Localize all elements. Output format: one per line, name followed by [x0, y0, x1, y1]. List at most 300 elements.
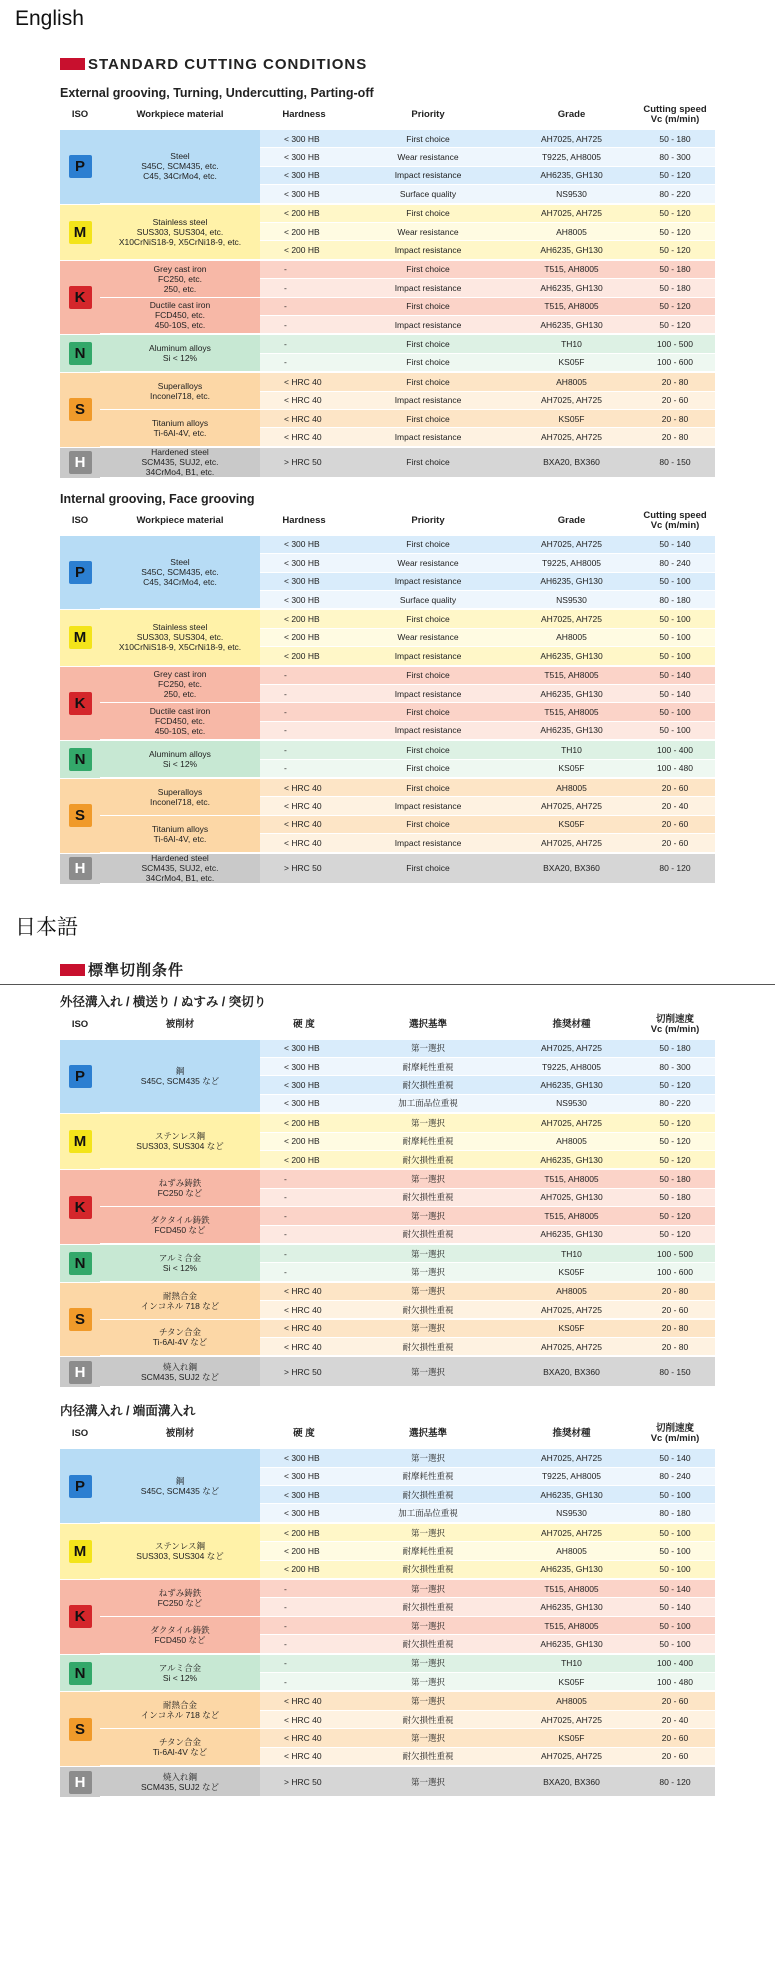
condition-rows: [260, 1617, 715, 1654]
speed-cell: 50 - 120: [659, 301, 691, 312]
condition-row: [260, 1504, 715, 1522]
material-cell: [100, 1692, 260, 1729]
priority-cell: First choice: [406, 133, 450, 144]
material-block: [100, 1114, 715, 1169]
condition-rows: [260, 779, 715, 816]
iso-badge-n: N: [69, 1662, 92, 1685]
condition-row: [260, 185, 715, 203]
condition-row: [260, 261, 715, 279]
priority-cell: First choice: [406, 819, 450, 830]
priority-cell: Surface quality: [399, 188, 457, 199]
material-text: Grey cast iron FC250, etc. 250, etc.: [153, 263, 207, 294]
condition-row: [260, 1449, 715, 1467]
priority-cell: Impact resistance: [394, 688, 462, 699]
priority-cell: First choice: [406, 782, 450, 793]
speed-cell: 50 - 180: [659, 282, 691, 293]
speed-cell: 100 - 600: [657, 1266, 693, 1277]
group-body: [100, 1449, 715, 1523]
hardness-cell: < 200 HB: [284, 245, 320, 256]
priority-cell: First choice: [406, 614, 450, 625]
iso-group-m: [60, 610, 715, 665]
material-cell: [100, 741, 260, 778]
conditions-table: [60, 1010, 715, 1388]
grade-cell: TH10: [561, 1658, 582, 1669]
group-body: [100, 1655, 715, 1692]
priority-cell: Impact resistance: [394, 576, 462, 587]
condition-row: [260, 373, 715, 391]
group-body: [100, 1580, 715, 1654]
conditions-table: [60, 1419, 715, 1797]
iso-badge-s: S: [69, 804, 92, 827]
iso-badge-s: S: [69, 398, 92, 421]
iso-badge-n: N: [69, 748, 92, 771]
condition-rows: [260, 1357, 715, 1387]
speed-cell: 50 - 120: [659, 1154, 691, 1165]
material-text: Ductile cast iron FCD450, etc. 450-10S, etc.: [149, 300, 211, 331]
iso-badge-k: K: [69, 692, 92, 715]
condition-rows: [260, 1655, 715, 1692]
hardness-cell: < 200 HB: [284, 1545, 320, 1556]
table-header: [60, 506, 715, 536]
hardness-cell: -: [284, 707, 287, 718]
condition-row: [260, 1711, 715, 1729]
priority-cell: Wear resistance: [397, 557, 459, 568]
speed-cell: 20 - 80: [661, 1323, 689, 1334]
iso-group-n: [60, 335, 715, 372]
material-cell: [100, 1114, 260, 1169]
material-block: [100, 1617, 715, 1654]
material-cell: [100, 410, 260, 447]
hardness-cell: -: [284, 357, 287, 368]
condition-row: [260, 685, 715, 703]
hardness-cell: -: [284, 319, 287, 330]
speed-cell: 50 - 100: [659, 1527, 691, 1538]
condition-rows: [260, 1767, 715, 1797]
speed-cell: 100 - 500: [657, 339, 693, 350]
material-text: 鋼 S45C, SCM435 など: [140, 1475, 220, 1496]
iso-badge-m: M: [69, 1540, 92, 1563]
condition-row: [260, 1692, 715, 1710]
condition-row: [260, 741, 715, 759]
priority-cell: 第一選択: [410, 1286, 445, 1297]
iso-group-h: [60, 1767, 715, 1797]
condition-rows: [260, 1283, 715, 1320]
condition-row: [260, 1189, 715, 1207]
grade-cell: T515, AH8005: [544, 301, 599, 312]
hardness-cell: < 200 HB: [284, 632, 320, 643]
hardness-cell: > HRC 50: [284, 457, 322, 468]
speed-cell: 20 - 80: [661, 1286, 689, 1297]
iso-cell: [60, 779, 100, 853]
header-iso: ISO: [71, 1428, 89, 1440]
condition-row: [260, 316, 715, 334]
priority-cell: Impact resistance: [394, 282, 462, 293]
condition-row: [260, 1151, 715, 1169]
grade-cell: KS05F: [558, 413, 585, 424]
title-accent-bar: [60, 964, 85, 976]
speed-cell: 20 - 80: [661, 432, 689, 443]
hardness-cell: < 300 HB: [284, 539, 320, 550]
condition-row: [260, 1617, 715, 1635]
grade-cell: AH7025, AH725: [541, 1714, 602, 1725]
condition-rows: [260, 1040, 715, 1114]
condition-row: [260, 647, 715, 665]
iso-group-m: [60, 1524, 715, 1579]
iso-group-m: [60, 205, 715, 260]
group-body: [100, 1170, 715, 1244]
priority-cell: 第一選択: [410, 1583, 445, 1594]
priority-cell: 耐欠損性重視: [402, 1751, 454, 1762]
grade-cell: KS05F: [558, 357, 585, 368]
material-block: [100, 1767, 715, 1797]
group-body: [100, 667, 715, 741]
material-block: [100, 298, 715, 335]
group-body: [100, 373, 715, 447]
priority-cell: First choice: [406, 301, 450, 312]
condition-row: [260, 1301, 715, 1319]
grade-cell: AH6235, GH130: [540, 650, 603, 661]
group-body: [100, 130, 715, 204]
iso-badge-n: N: [69, 1252, 92, 1275]
header-speed: [635, 105, 715, 125]
speed-cell: 50 - 100: [659, 1564, 691, 1575]
material-text: Steel S45C, SCM435, etc. C45, 34CrMo4, etc.: [141, 151, 219, 182]
grade-cell: AH8005: [556, 632, 587, 643]
iso-cell: [60, 1655, 100, 1692]
grade-cell: KS05F: [558, 1266, 585, 1277]
grade-cell: T9225, AH8005: [541, 1061, 602, 1072]
grade-cell: AH8005: [556, 376, 587, 387]
hardness-cell: < 200 HB: [284, 1527, 320, 1538]
condition-row: [260, 1748, 715, 1766]
material-cell: [100, 1617, 260, 1654]
speed-cell: 100 - 500: [657, 1248, 693, 1259]
material-cell: [100, 205, 260, 260]
material-text: Stainless steel SUS303, SUS304, etc. X10CrNiS18-9, X5CrNi18-9, etc.: [118, 622, 242, 653]
condition-row: [260, 148, 715, 166]
condition-row: [260, 167, 715, 185]
material-cell: [100, 448, 260, 478]
iso-group-p: [60, 130, 715, 204]
group-body: [100, 1524, 715, 1579]
iso-group-k: [60, 1170, 715, 1244]
material-text: ダクタイル鋳鉄 FCD450 など: [150, 1215, 210, 1235]
grade-cell: BXA20, BX360: [543, 1366, 600, 1377]
iso-badge-k: K: [69, 1196, 92, 1219]
condition-row: [260, 1245, 715, 1263]
speed-cell: 20 - 60: [661, 1751, 689, 1762]
grade-cell: AH6235, GH130: [540, 1154, 603, 1165]
priority-cell: First choice: [406, 413, 450, 424]
header-hardness: Hardness: [282, 514, 326, 526]
priority-cell: 耐欠損性重視: [402, 1489, 454, 1500]
priority-cell: 第一選択: [410, 1527, 445, 1538]
condition-row: [260, 854, 715, 884]
condition-rows: [260, 610, 715, 665]
hardness-cell: < 200 HB: [284, 1564, 320, 1575]
speed-cell: 50 - 120: [659, 1229, 691, 1240]
header-hardness: 硬 度: [293, 1018, 315, 1030]
grade-cell: AH7025, AH725: [541, 432, 602, 443]
hardness-cell: -: [284, 1210, 287, 1221]
priority-cell: Wear resistance: [397, 152, 459, 163]
condition-row: [260, 797, 715, 815]
condition-rows: [260, 667, 715, 704]
material-block: [100, 667, 715, 704]
priority-cell: 第一選択: [410, 1658, 445, 1669]
table-header: [60, 1419, 715, 1449]
material-cell: [100, 130, 260, 204]
hardness-cell: < 300 HB: [284, 152, 320, 163]
section-title-text: 標準切削条件: [88, 962, 185, 980]
hardness-cell: < 200 HB: [284, 1136, 320, 1147]
material-text: Ductile cast iron FCD450, etc. 450-10S, etc.: [149, 706, 211, 737]
hardness-cell: < 300 HB: [284, 133, 320, 144]
material-cell: [100, 610, 260, 665]
conditions-table: [60, 506, 715, 884]
condition-row: [260, 1263, 715, 1281]
hardness-cell: -: [284, 1602, 287, 1613]
grade-cell: BXA20, BX360: [543, 863, 600, 874]
table-subtitle: Internal grooving, Face grooving: [60, 491, 255, 506]
header-material: 被削材: [165, 1428, 195, 1440]
iso-group-k: [60, 1580, 715, 1654]
grade-cell: T9225, AH8005: [541, 152, 602, 163]
speed-cell: 50 - 100: [659, 614, 691, 625]
material-text: ステンレス鋼 SUS303, SUS304 など: [136, 1131, 224, 1152]
language-label: 日本語: [15, 915, 78, 939]
iso-badge-s: S: [69, 1718, 92, 1741]
condition-row: [260, 1655, 715, 1673]
grade-cell: AH7025, AH725: [541, 1527, 602, 1538]
condition-row: [260, 279, 715, 297]
header-speed-unit: Vc (m/min): [650, 114, 700, 125]
grade-cell: AH8005: [556, 782, 587, 793]
condition-row: [260, 591, 715, 609]
header-material: 被削材: [165, 1018, 195, 1030]
hardness-cell: < HRC 40: [284, 782, 322, 793]
header-iso: ISO: [71, 514, 89, 526]
grade-cell: BXA20, BX360: [543, 1776, 600, 1787]
priority-cell: Wear resistance: [397, 632, 459, 643]
condition-row: [260, 392, 715, 410]
priority-cell: First choice: [406, 376, 450, 387]
priority-cell: 耐欠損性重視: [402, 1341, 454, 1352]
header-speed: [635, 1015, 715, 1035]
material-cell: [100, 1170, 260, 1207]
condition-rows: [260, 1207, 715, 1244]
hardness-cell: -: [284, 725, 287, 736]
condition-row: [260, 1673, 715, 1691]
material-text: ダクタイル鋳鉄 FCD450 など: [150, 1624, 210, 1645]
iso-cell: [60, 741, 100, 778]
condition-rows: [260, 410, 715, 447]
section-title: [0, 50, 775, 78]
hardness-cell: -: [284, 301, 287, 312]
language-label: English: [15, 7, 84, 30]
condition-row: [260, 428, 715, 446]
grade-cell: AH6235, GH130: [540, 282, 603, 293]
material-block: [100, 373, 715, 410]
group-body: [100, 741, 715, 778]
condition-rows: [260, 1114, 715, 1169]
material-block: [100, 1524, 715, 1579]
material-cell: [100, 335, 260, 372]
priority-cell: 第一選択: [410, 1043, 445, 1054]
grade-cell: T515, AH8005: [544, 1620, 599, 1631]
table-subtitle: 外径溝入れ / 横送り / ぬすみ / 突切り: [60, 994, 267, 1009]
material-block: [100, 536, 715, 610]
condition-rows: [260, 130, 715, 204]
material-block: [100, 448, 715, 478]
iso-cell: [60, 667, 100, 741]
speed-cell: 50 - 100: [659, 1489, 691, 1500]
condition-row: [260, 130, 715, 148]
grade-cell: AH7025, AH725: [541, 395, 602, 406]
priority-cell: 第一選択: [410, 1117, 445, 1128]
material-cell: [100, 1040, 260, 1114]
condition-row: [260, 1524, 715, 1542]
condition-row: [260, 1058, 715, 1076]
header-speed-label: Cutting speed: [643, 509, 707, 521]
speed-cell: 50 - 140: [659, 1602, 691, 1613]
speed-cell: 20 - 60: [661, 1696, 689, 1707]
material-cell: [100, 261, 260, 298]
header-grade: Grade: [557, 514, 586, 526]
grade-cell: AH7025, AH725: [541, 1341, 602, 1352]
material-text: Titanium alloys Ti-6Al-4V, etc.: [151, 417, 209, 438]
group-body: [100, 1357, 715, 1387]
speed-cell: 100 - 600: [657, 357, 693, 368]
grade-cell: AH7025, AH725: [541, 1452, 602, 1463]
priority-cell: First choice: [406, 339, 450, 350]
grade-cell: T515, AH8005: [544, 1583, 599, 1594]
speed-cell: 20 - 60: [661, 782, 689, 793]
material-cell: [100, 1524, 260, 1579]
hardness-cell: < HRC 40: [284, 1696, 322, 1707]
hardness-cell: -: [284, 264, 287, 275]
speed-cell: 50 - 140: [659, 539, 691, 550]
condition-rows: [260, 1524, 715, 1579]
iso-cell: [60, 205, 100, 260]
hardness-cell: -: [284, 1248, 287, 1259]
hardness-cell: < HRC 40: [284, 1732, 322, 1743]
iso-cell: [60, 1245, 100, 1282]
iso-group-k: [60, 261, 715, 335]
speed-cell: 80 - 220: [659, 1098, 691, 1109]
iso-badge-p: P: [69, 1475, 92, 1498]
material-text: 鋼 S45C, SCM435 など: [140, 1065, 220, 1086]
hardness-cell: < 300 HB: [284, 1043, 320, 1054]
header-speed-label: 切削速度: [655, 1423, 694, 1435]
header-speed-unit: Vc (m/min): [650, 519, 700, 531]
speed-cell: 80 - 150: [659, 457, 691, 468]
material-block: [100, 1320, 715, 1357]
condition-rows: [260, 205, 715, 260]
material-cell: [100, 1655, 260, 1692]
material-cell: [100, 1320, 260, 1357]
hardness-cell: -: [284, 763, 287, 774]
priority-cell: Impact resistance: [394, 395, 462, 406]
speed-cell: 50 - 120: [659, 1080, 691, 1090]
priority-cell: Impact resistance: [394, 650, 462, 661]
iso-cell: [60, 1524, 100, 1579]
iso-cell: [60, 1283, 100, 1357]
hardness-cell: -: [284, 1174, 287, 1184]
condition-rows: [260, 741, 715, 778]
priority-cell: 第一選択: [410, 1732, 445, 1743]
condition-row: [260, 1170, 715, 1188]
speed-cell: 50 - 180: [659, 264, 691, 275]
iso-cell: [60, 261, 100, 335]
condition-rows: [260, 1580, 715, 1617]
iso-badge-h: H: [69, 451, 92, 474]
grade-cell: AH7025, AH725: [541, 539, 602, 550]
speed-cell: 80 - 220: [659, 188, 691, 199]
header-hardness: 硬 度: [293, 1428, 315, 1440]
condition-row: [260, 1767, 715, 1797]
condition-row: [260, 1635, 715, 1653]
condition-row: [260, 1320, 715, 1338]
iso-group-p: [60, 536, 715, 610]
priority-cell: 耐欠損性重視: [402, 1564, 454, 1575]
material-text: アルミ合金 Si < 12%: [158, 1252, 202, 1273]
header-speed: [635, 1424, 715, 1444]
priority-cell: 第一選択: [410, 1266, 445, 1277]
iso-badge-p: P: [69, 155, 92, 178]
iso-group-m: [60, 1114, 715, 1169]
grade-cell: TH10: [561, 339, 582, 350]
grade-cell: AH6235, GH130: [540, 725, 603, 736]
iso-cell: [60, 1692, 100, 1766]
grade-cell: AH7025, GH130: [540, 1192, 603, 1203]
header-grade: 推奨材種: [552, 1018, 591, 1030]
hardness-cell: < HRC 40: [284, 1286, 322, 1297]
condition-row: [260, 1338, 715, 1356]
speed-cell: 20 - 40: [661, 1714, 689, 1725]
priority-cell: 耐欠損性重視: [402, 1154, 454, 1165]
grade-cell: AH6235, GH130: [540, 1080, 603, 1090]
condition-row: [260, 1580, 715, 1598]
priority-cell: 第一選択: [410, 1620, 445, 1631]
iso-group-h: [60, 854, 715, 884]
speed-cell: 50 - 180: [659, 1174, 691, 1184]
group-body: [100, 335, 715, 372]
speed-cell: 20 - 40: [661, 801, 689, 812]
speed-cell: 20 - 60: [661, 395, 689, 406]
material-text: 耐熱合金 インコネル 718 など: [140, 1290, 220, 1311]
iso-cell: [60, 335, 100, 372]
material-cell: [100, 1767, 260, 1797]
grade-cell: AH6235, GH130: [540, 1564, 603, 1575]
condition-rows: [260, 536, 715, 610]
hardness-cell: < HRC 40: [284, 837, 322, 848]
iso-group-s: [60, 373, 715, 447]
header-grade: Grade: [557, 109, 586, 120]
grade-cell: AH7025, AH725: [541, 208, 602, 219]
speed-cell: 50 - 120: [659, 319, 691, 330]
priority-cell: 第一選択: [410, 1248, 445, 1259]
hardness-cell: < 300 HB: [284, 1452, 320, 1463]
iso-group-s: [60, 1283, 715, 1357]
hardness-cell: -: [284, 1676, 287, 1687]
condition-row: [260, 1226, 715, 1244]
hardness-cell: -: [284, 1266, 287, 1277]
condition-row: [260, 241, 715, 259]
iso-group-k: [60, 667, 715, 741]
iso-badge-m: M: [69, 1130, 92, 1153]
grade-cell: AH6235, GH130: [540, 1638, 603, 1649]
